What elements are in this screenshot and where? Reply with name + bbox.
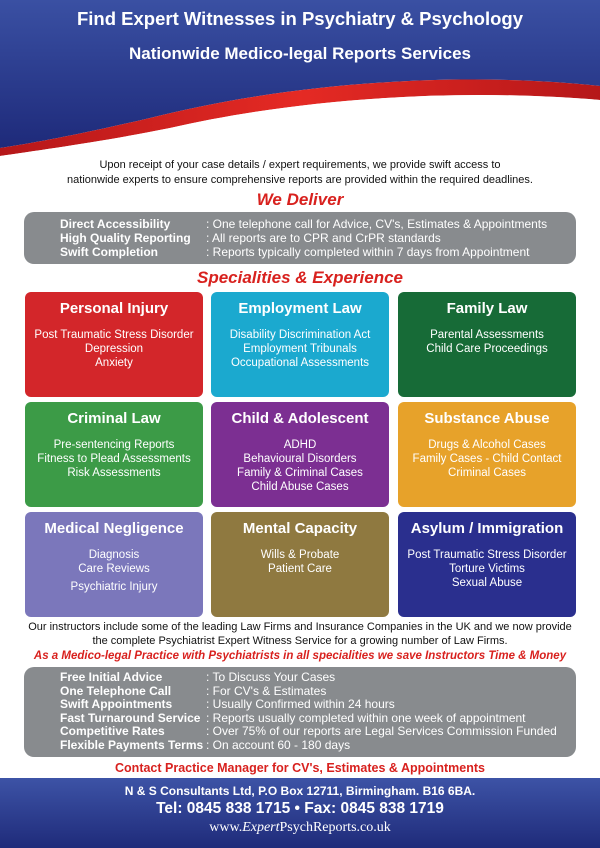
deliver-row — [60, 231, 576, 245]
benefit-row — [60, 671, 576, 685]
deliver-value: : All reports are to CPR and CrPR standards — [206, 231, 441, 245]
tile-item: Anxiety — [95, 357, 133, 369]
header-banner — [0, 0, 600, 160]
tile-item: Pre-sentencing Reports — [53, 439, 175, 451]
tile-item: Family Cases - Child Contact — [412, 453, 562, 465]
deliver-row — [60, 217, 576, 231]
tile-item: Depression — [84, 343, 144, 355]
intro-line-2: nationwide experts to ensure comprehensive reports are provided within the required deadlines. — [67, 174, 533, 186]
tile-item: Psychiatric Injury — [70, 581, 158, 593]
benefit-row — [60, 685, 576, 699]
tile-title: Personal Injury — [59, 300, 169, 317]
benefit-value: : On account 60 - 180 days — [206, 737, 351, 752]
tile-item: Family & Criminal Cases — [237, 467, 363, 479]
tile-personal-injury — [25, 292, 203, 397]
deliver-key: Swift Completion — [60, 245, 158, 259]
deliver-row — [60, 245, 576, 259]
intro-text — [40, 158, 560, 188]
tile-title: Medical Negligence — [44, 520, 184, 537]
tile-item: Torture Victims — [449, 563, 525, 575]
tile-title: Child & Adolescent — [231, 410, 369, 427]
tile-title: Asylum / Immigration — [410, 520, 564, 537]
tile-item: Child Abuse Cases — [251, 481, 349, 493]
footer-website-link[interactable] — [0, 820, 600, 836]
tile-title: Criminal Law — [67, 410, 161, 427]
benefit-key: Free Initial Advice — [60, 670, 163, 684]
intro-line-1: Upon receipt of your case details / expert requirements, we provide swift access to — [99, 159, 501, 171]
benefit-key: Flexible Payments Terms — [60, 737, 204, 752]
tile-item: Occupational Assessments — [230, 357, 370, 369]
tile-item: ADHD — [283, 439, 317, 451]
tile-item: Wills & Probate — [260, 549, 340, 561]
tile-item: Drugs & Alcohol Cases — [428, 439, 546, 451]
instructors-line-2: the complete Psychiatrist Expert Witness Service for a growing number of Law Firms. — [92, 635, 508, 647]
tile-title: Substance Abuse — [424, 410, 550, 427]
deliver-value: : Reports typically completed within 7 days from Appointment — [206, 245, 530, 259]
we-deliver-box — [24, 212, 576, 264]
benefit-key: Swift Appointments — [60, 697, 173, 712]
benefit-row — [60, 739, 576, 753]
specialities-heading: Specialities & Experience — [197, 268, 403, 287]
footer-phone[interactable]: Tel: 0845 838 1715 • Fax: 0845 838 1719 — [156, 800, 444, 817]
tile-criminal-law — [25, 402, 203, 507]
we-deliver-heading: We Deliver — [256, 190, 344, 209]
benefit-value: : Usually Confirmed within 24 hours — [206, 697, 395, 712]
benefits-box — [24, 667, 576, 757]
tagline: As a Medico-legal Practice with Psychiatrists in all specialities we save Instructors Time & Money — [33, 650, 567, 662]
tile-item: Criminal Cases — [448, 467, 526, 479]
tile-medical-negligence — [25, 512, 203, 617]
benefit-row — [60, 712, 576, 726]
instructors-line-1: Our instructors include some of the leading Law Firms and Insurance Companies in the UK and we now provide — [28, 621, 572, 633]
benefit-value: : To Discuss Your Cases — [206, 670, 336, 684]
tile-item: Parental Assessments — [430, 329, 544, 341]
tile-asylum-immigration — [398, 512, 576, 617]
deliver-value: : One telephone call for Advice, CV's, Estimates & Appointments — [206, 217, 548, 231]
footer-address: N & S Consultants Ltd, P.O Box 12711, Birmingham. B16 6BA. — [124, 784, 476, 798]
tile-item: Post Traumatic Stress Disorder — [407, 549, 567, 561]
tile-item: Risk Assessments — [67, 467, 161, 479]
contact-line: Contact Practice Manager for CV's, Estimates & Appointments — [115, 761, 485, 775]
tile-employment-law — [211, 292, 389, 397]
tile-item: Sexual Abuse — [451, 577, 523, 589]
tile-item: Diagnosis — [88, 549, 140, 561]
tile-item: Behavioural Disorders — [243, 453, 357, 465]
tile-item: Fitness to Plead Assessments — [37, 453, 191, 465]
footer — [0, 778, 600, 848]
tile-mental-capacity — [211, 512, 389, 617]
tile-item: Care Reviews — [78, 563, 150, 575]
page-title: Find Expert Witnesses in Psychiatry & Psychology — [76, 8, 524, 29]
url-prefix: www. — [209, 820, 243, 835]
url-italic: Expert — [242, 820, 280, 835]
benefit-key: Competitive Rates — [60, 724, 165, 739]
benefit-value: : Reports usually completed within one week of appointment — [206, 710, 526, 725]
tile-item: Post Traumatic Stress Disorder — [34, 329, 194, 341]
benefit-key: One Telephone Call — [60, 683, 172, 698]
benefit-value: : Over 75% of our reports are Legal Services Commission Funded — [206, 724, 557, 739]
tile-substance-abuse — [398, 402, 576, 507]
benefit-key: Fast Turnaround Service — [60, 710, 201, 725]
tile-title: Employment Law — [238, 300, 362, 317]
instructors-text — [20, 620, 580, 648]
tile-title: Mental Capacity — [242, 520, 358, 537]
tile-title: Family Law — [446, 300, 528, 317]
deliver-key: High Quality Reporting — [60, 231, 191, 245]
tile-child-adolescent — [211, 402, 389, 507]
benefit-row — [60, 725, 576, 739]
deliver-key: Direct Accessibility — [60, 217, 171, 231]
tile-item: Disability Discrimination Act — [229, 329, 371, 341]
url-suffix: PsychReports.co.uk — [279, 820, 391, 835]
tile-item: Child Care Proceedings — [426, 343, 548, 355]
page-subtitle: Nationwide Medico-legal Reports Services — [129, 44, 471, 63]
tile-item: Patient Care — [268, 563, 332, 575]
benefit-row — [60, 698, 576, 712]
benefit-value: : For CV's & Estimates — [206, 683, 327, 698]
tile-item: Employment Tribunals — [243, 343, 357, 355]
tile-family-law — [398, 292, 576, 397]
